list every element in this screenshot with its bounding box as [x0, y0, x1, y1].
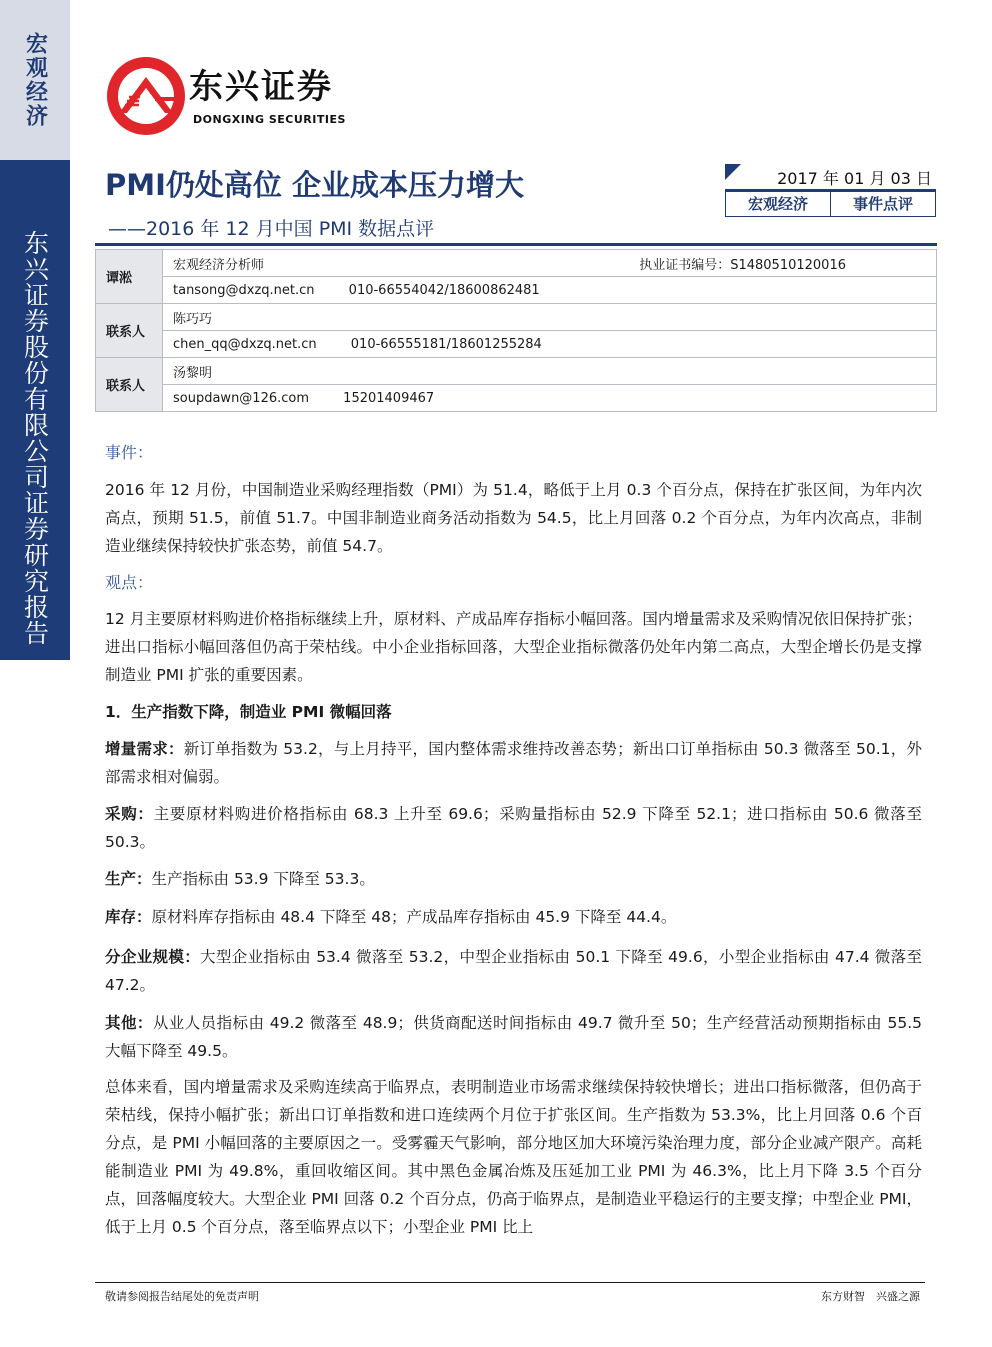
- report-date: 2017 年 01 月 03 日: [777, 169, 932, 188]
- analyst-contact-cell: [163, 277, 937, 304]
- contact-info-cell: [163, 331, 937, 358]
- contact-role: 联系人: [96, 304, 163, 358]
- contact-email[interactable]: soupdawn@126.com: [173, 390, 310, 406]
- analyst-role: 谭淞: [96, 250, 163, 304]
- report-title: PMI仍处高位 企业成本压力增大: [105, 168, 524, 202]
- contact-name-cell: [163, 358, 937, 385]
- footer-disclaimer: 敬请参阅报告结尾处的免责声明: [105, 1290, 259, 1303]
- event-label: 事件：: [105, 443, 154, 462]
- item-label: 分企业规模：: [105, 948, 201, 966]
- item-label: 其他：: [105, 1014, 153, 1032]
- sidebar-company-label: 东兴证券股份有限公司证券研究报告: [20, 230, 50, 646]
- item-paragraph: [105, 865, 922, 893]
- item-paragraph: [105, 943, 922, 999]
- analyst-table: [95, 249, 937, 412]
- logo-name-en: DONGXING SECURITIES: [193, 113, 346, 126]
- report-subtitle: ——2016 年 12 月中国 PMI 数据点评: [108, 218, 435, 240]
- contact-email[interactable]: chen_qq@dxzq.net.cn: [173, 336, 317, 352]
- section-heading: 1．生产指数下降，制造业 PMI 微幅回落: [105, 703, 392, 721]
- title-divider: [95, 243, 937, 246]
- corner-triangle-icon: [725, 164, 741, 180]
- analyst-license: 执业证书编号：S1480510120016: [639, 257, 846, 273]
- analyst-name-cell: [163, 250, 937, 277]
- table-row: [96, 250, 937, 277]
- tag-category: 宏观经济: [747, 195, 808, 213]
- table-row: [96, 304, 937, 331]
- logo-name-cn: 东兴证券: [189, 67, 333, 107]
- date-box: [725, 164, 936, 218]
- summary-paragraph: 总体来看，国内增量需求及采购连续高于临界点，表明制造业市场需求继续保持较快增长；进出口指标微落，但仍高于荣枯线，保持小幅扩张；新出口订单指数和进口连续两个月位于扩张区间。生产指数为 53.3%，比上月回落 0.6 个百分点，是 PMI 小幅回落的主要原因之一。受雾霾天气影响，部分地区加大环境污染治理力度，部分企业减产限产。高耗能制造业 PMI 为 49.8%，重回收缩区间。其中黑色金属冶炼及压延加工业 PMI 为 46.3%，比上月下降 3.5 个百分点，回落幅度较大。大型企业 PMI 回落 0.2 个百分点，仍高于临界点，是制造业平稳运行的主要支撑；中型企业 PMI，低于上月 0.5 个百分点，落至临界点以下；小型企业 PMI 比上: [105, 1078, 922, 1236]
- logo-mark-icon: [105, 55, 187, 137]
- footer-divider: [95, 1282, 925, 1283]
- contact-name-cell: [163, 304, 937, 331]
- analyst-phone: 010-66554042/18600862481: [348, 282, 540, 298]
- contact-phone: 15201409467: [343, 390, 435, 406]
- item-text: 从业人员指标由 49.2 微落至 48.9；供货商配送时间指标由 49.7 微升至 50；生产经营活动预期指标由 55.5 大幅下降至 49.5。: [105, 1014, 922, 1060]
- item-paragraph: [105, 735, 922, 791]
- table-row: [96, 331, 937, 358]
- company-logo: [105, 55, 365, 135]
- footer-slogan: 东方财智 兴盛之源: [821, 1290, 920, 1303]
- contact-info-cell: [163, 385, 937, 412]
- tag-type: 事件点评: [830, 192, 935, 216]
- event-paragraph: 2016 年 12 月份，中国制造业采购经理指数（PMI）为 51.4，略低于上月 0.3 个百分点，保持在扩张区间，为年内次高点，预期 51.5，前值 51.7。中国非制造业商务活动指数为 54.5，比上月回落 0.2 个百分点，为年内次高点，非制造业继续保持较快扩张态势，前值 54.7。: [105, 481, 922, 555]
- view-paragraph: 12 月主要原材料购进价格指标继续上升，原材料、产成品库存指标小幅回落。国内增量需求及采购情况依旧保持扩张；进出口指标小幅回落但仍高于荣枯线。中小企业指标回落，大型企业指标微落仍处年内第二高点，大型企增长仍是支撑制造业 PMI 扩张的重要因素。: [105, 610, 922, 684]
- analyst-email[interactable]: tansong@dxzq.net.cn: [173, 282, 315, 298]
- sidebar-category: [0, 0, 70, 160]
- item-text: 原材料库存指标由 48.4 下降至 48；产成品库存指标由 45.9 下降至 44.4。: [151, 908, 677, 926]
- sidebar-company: [0, 160, 70, 660]
- item-paragraph: [105, 903, 922, 931]
- item-paragraph: [105, 800, 922, 856]
- item-label: 增量需求：: [105, 740, 184, 758]
- item-paragraph: [105, 1009, 922, 1065]
- item-label: 采购：: [105, 805, 154, 823]
- table-row: [96, 358, 937, 385]
- table-row: [96, 385, 937, 412]
- contact-role: 联系人: [96, 358, 163, 412]
- contact-name: 汤黎明: [173, 365, 213, 381]
- sidebar-category-label: 宏观经济: [22, 32, 48, 128]
- item-label: 库存：: [105, 908, 152, 926]
- item-text: 主要原材料购进价格指标由 68.3 上升至 69.6；采购量指标由 52.9 下降至 52.1；进口指标由 50.6 微落至 50.3。: [105, 805, 922, 851]
- item-text: 新订单指数为 53.2，与上月持平，国内整体需求维持改善态势；新出口订单指标由 50.3 微落至 50.1，外部需求相对偏弱。: [105, 740, 922, 786]
- contact-name: 陈巧巧: [173, 311, 213, 327]
- item-label: 生产：: [105, 870, 152, 888]
- analyst-name: 宏观经济分析师: [173, 257, 265, 273]
- view-label: 观点：: [105, 573, 154, 592]
- item-text: 大型企业指标由 53.4 微落至 53.2，中型企业指标由 50.1 下降至 49.6，小型企业指标由 47.4 微落至 47.2。: [105, 948, 922, 994]
- table-row: [96, 277, 937, 304]
- item-text: 生产指标由 53.9 下降至 53.3。: [151, 870, 375, 888]
- contact-phone: 010-66555181/18601255284: [350, 336, 542, 352]
